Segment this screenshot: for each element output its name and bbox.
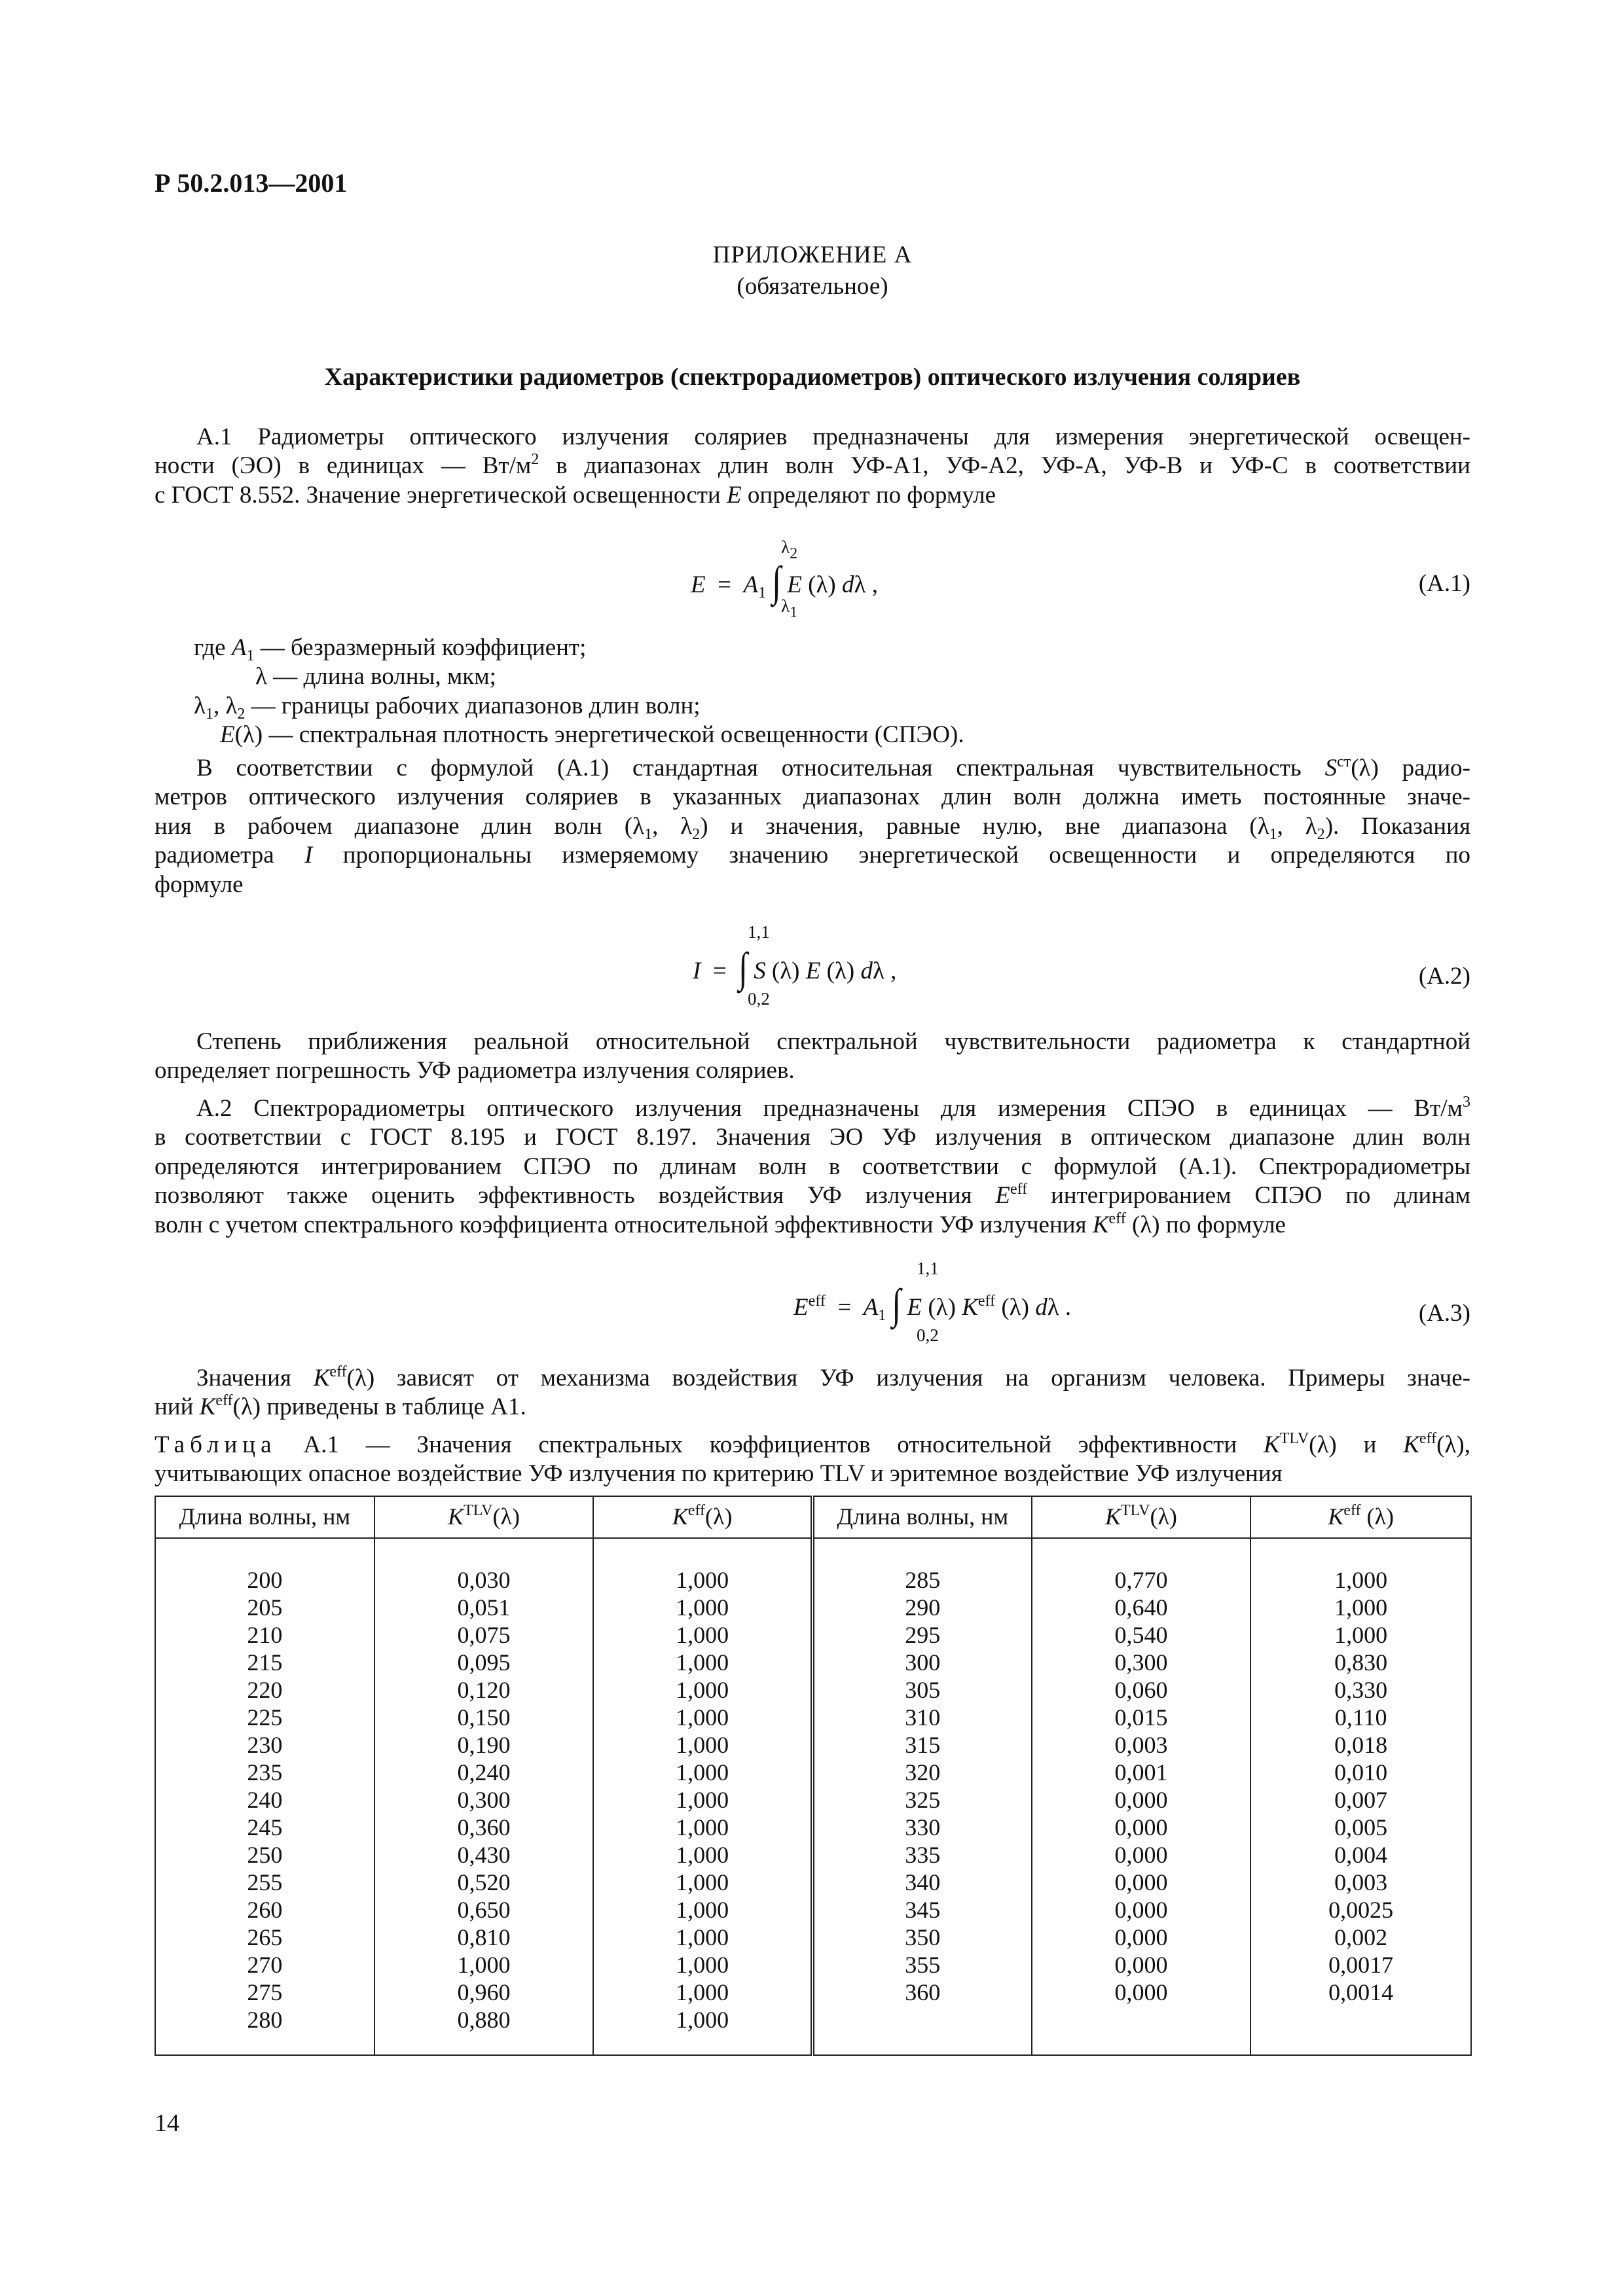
coefficients-table bbox=[155, 1496, 1472, 2056]
table-cell: 0,000 bbox=[1032, 1786, 1251, 1814]
table-row bbox=[155, 1869, 1471, 1896]
text-line: учитывающих опасное воздействие УФ излучения по критерию TLV и эритемное воздействие УФ излучения bbox=[155, 1460, 1283, 1488]
paragraph-error bbox=[155, 1028, 1470, 1086]
table-row bbox=[155, 1621, 1471, 1649]
table-cell: 0,770 bbox=[1032, 1566, 1251, 1594]
table-cell: 220 bbox=[155, 1676, 374, 1704]
table-row bbox=[155, 1814, 1471, 1841]
header-ktlv-2: $K^{TLV}(\lambda)$ bbox=[1032, 1496, 1251, 1538]
table-cell: 0,000 bbox=[1032, 1869, 1251, 1896]
table-row bbox=[155, 1924, 1471, 1951]
table-cell: 330 bbox=[812, 1814, 1032, 1841]
table-cell: 0,540 bbox=[1032, 1621, 1251, 1649]
table-cell: 0,018 bbox=[1250, 1731, 1471, 1759]
paragraph-keff bbox=[155, 1364, 1470, 1422]
table-cell: 0,003 bbox=[1032, 1731, 1251, 1759]
table-cell: 0,0017 bbox=[1250, 1951, 1471, 1979]
table-cell: 0,810 bbox=[374, 1924, 594, 1951]
table-row bbox=[155, 1731, 1471, 1759]
table-cell: 1,000 bbox=[593, 1869, 812, 1896]
table-cell: 0,880 bbox=[374, 2006, 594, 2034]
table-caption bbox=[155, 1431, 1470, 1489]
table-cell: 1,000 bbox=[593, 1594, 812, 1621]
definition: $\lambda_1$, $\lambda_2$ — границы рабочих диапазонов длин волн; bbox=[194, 692, 701, 723]
table-cell: 210 bbox=[155, 1621, 374, 1649]
table-cell: 0,0025 bbox=[1250, 1896, 1471, 1924]
table-cell: 270 bbox=[155, 1951, 374, 1979]
table-cell: 1,000 bbox=[593, 1704, 812, 1731]
table-row bbox=[155, 1594, 1471, 1621]
document-code: Р 50.2.013—2001 bbox=[155, 168, 348, 198]
table-cell: 0,0014 bbox=[1250, 1979, 1471, 2006]
table-cell: 0,001 bbox=[1032, 1759, 1251, 1786]
table-cell: 1,000 bbox=[593, 1814, 812, 1841]
header-ktlv: $K^{TLV}(\lambda)$ bbox=[374, 1496, 594, 1538]
table-cell: 1,000 bbox=[1250, 1566, 1471, 1594]
table-cell: 0,003 bbox=[1250, 1869, 1471, 1896]
table-cell: 0,000 bbox=[1032, 1979, 1251, 2006]
table-cell: 205 bbox=[155, 1594, 374, 1621]
header-wavelength-2: Длина волны, нм bbox=[812, 1496, 1032, 1538]
table-cell bbox=[812, 2006, 1032, 2034]
text-line: формуле bbox=[155, 870, 244, 898]
text-line: Значения $K^{eff}(\lambda)$ зависят от механизма воздействия УФ излучения на организм человека. Примеры значе- bbox=[196, 1363, 1470, 1391]
table-cell: 1,000 bbox=[593, 1786, 812, 1814]
header-keff: $K^{eff}(\lambda)$ bbox=[593, 1496, 812, 1538]
formula-a3-number: (А.3) bbox=[1418, 1300, 1470, 1327]
table-cell: 0,007 bbox=[1250, 1786, 1471, 1814]
table-cell: 1,000 bbox=[593, 1649, 812, 1676]
table-cell: 215 bbox=[155, 1649, 374, 1676]
table-cell: 360 bbox=[812, 1979, 1032, 2006]
table-cell: 0,330 bbox=[1250, 1676, 1471, 1704]
table-cell: 0,300 bbox=[1032, 1649, 1251, 1676]
table-cell: 265 bbox=[155, 1924, 374, 1951]
table-cell bbox=[1250, 2006, 1471, 2034]
table-cell: 1,000 bbox=[593, 1951, 812, 1979]
text-line: Таблица А.1 — Значения спектральных коэффициентов относительной эффективности $K^{TLV}(\lambda)$ и $K^{eff}(\lambda)$, bbox=[155, 1430, 1470, 1458]
table-cell: 1,000 bbox=[593, 1841, 812, 1869]
text-line: радиометра I пропорциональны измеряемому значению энергетической освещенности и определяются по bbox=[155, 842, 1470, 869]
table-cell: 1,000 bbox=[593, 1759, 812, 1786]
paragraph-sensitivity bbox=[155, 754, 1470, 899]
table-cell: 345 bbox=[812, 1896, 1032, 1924]
table-cell: 0,110 bbox=[1250, 1704, 1471, 1731]
table-cell: 350 bbox=[812, 1924, 1032, 1951]
table-cell: 0,650 bbox=[374, 1896, 594, 1924]
table-cell: 0,000 bbox=[1032, 1896, 1251, 1924]
text-line: ний $K^{eff}(\lambda)$ приведены в таблице А1. bbox=[155, 1392, 526, 1421]
table-cell: 0,000 bbox=[1032, 1841, 1251, 1869]
text-line: определяются интегрированием СПЭО по длинам волн в соответствии с формулой (А.1). Спектрорадиометры bbox=[155, 1153, 1470, 1180]
table-header-row bbox=[155, 1496, 1471, 1538]
paragraph-a1 bbox=[155, 423, 1470, 510]
table-cell: 1,000 bbox=[593, 1896, 812, 1924]
text-line: А.1 Радиометры оптического излучения соляриев предназначены для измерения энергетической освещен- bbox=[196, 423, 1470, 450]
table-cell: 320 bbox=[812, 1759, 1032, 1786]
table-cell: 305 bbox=[812, 1676, 1032, 1704]
table-cell: 0,075 bbox=[374, 1621, 594, 1649]
table-cell: 0,830 bbox=[1250, 1649, 1471, 1676]
table-cell: 0,240 bbox=[374, 1759, 594, 1786]
table-cell: 0,000 bbox=[1032, 1814, 1251, 1841]
table-cell: 1,000 bbox=[1250, 1621, 1471, 1649]
table-cell: 290 bbox=[812, 1594, 1032, 1621]
table-cell: 0,430 bbox=[374, 1841, 594, 1869]
table-row bbox=[155, 1566, 1471, 1594]
table-cell: 250 bbox=[155, 1841, 374, 1869]
formula-a2-number: (А.2) bbox=[1418, 963, 1470, 990]
table-cell: 0,060 bbox=[1032, 1676, 1251, 1704]
table-row bbox=[155, 1649, 1471, 1676]
formula-a1-number: (А.1) bbox=[1418, 570, 1470, 597]
table-cell: 1,000 bbox=[1250, 1594, 1471, 1621]
table-cell: 0,000 bbox=[1032, 1924, 1251, 1951]
table-cell: 300 bbox=[812, 1649, 1032, 1676]
table-row bbox=[155, 1841, 1471, 1869]
table-cell: 225 bbox=[155, 1704, 374, 1731]
table-cell: 0,520 bbox=[374, 1869, 594, 1896]
table-cell: 0,010 bbox=[1250, 1759, 1471, 1786]
table-cell: 0,002 bbox=[1250, 1924, 1471, 1951]
table-cell: 0,360 bbox=[374, 1814, 594, 1841]
table-cell: 340 bbox=[812, 1869, 1032, 1896]
table-cell: 1,000 bbox=[374, 1951, 594, 1979]
table-cell: 0,120 bbox=[374, 1676, 594, 1704]
table-row bbox=[155, 1896, 1471, 1924]
text-line: в соответствии с ГОСТ 8.195 и ГОСТ 8.197. Значения ЭО УФ излучения в оптическом диапазоне длин волн bbox=[155, 1124, 1470, 1151]
table-cell: 0,960 bbox=[374, 1979, 594, 2006]
table-cell: 0,051 bbox=[374, 1594, 594, 1621]
formula-a3: 1,1 $E^{eff} = A_1$ ∫ E (λ) $K^{eff}$ (λ) dλ . 0,2 bbox=[793, 1259, 1072, 1345]
definition: E(λ) — спектральная плотность энергетической освещенности (СПЭО). bbox=[220, 721, 964, 749]
table-cell: 315 bbox=[812, 1731, 1032, 1759]
table-cell: 260 bbox=[155, 1896, 374, 1924]
annex-title: ПРИЛОЖЕНИЕ А bbox=[712, 242, 913, 268]
header-keff-2: $K^{eff}$ (λ) bbox=[1250, 1496, 1471, 1538]
text-line: с ГОСТ 8.552. Значение энергетической освещенности E определяют по формуле bbox=[155, 481, 996, 509]
table-row bbox=[155, 1704, 1471, 1731]
text-line: метров оптического излучения соляриев в указанных диапазонах длин волн должна иметь постоянные значе- bbox=[155, 783, 1470, 811]
table-cell: 0,190 bbox=[374, 1731, 594, 1759]
table-cell: 200 bbox=[155, 1566, 374, 1594]
annex-subtitle: (обязательное) bbox=[737, 273, 888, 300]
section-heading: Характеристики радиометров (спектрорадиометров) оптического излучения соляриев bbox=[324, 363, 1301, 391]
table-cell bbox=[1032, 2006, 1251, 2034]
table-cell: 0,640 bbox=[1032, 1594, 1251, 1621]
table-row bbox=[155, 2006, 1471, 2034]
header-wavelength: Длина волны, нм bbox=[155, 1496, 374, 1538]
text-line: А.2 Спектрорадиометры оптического излучения предназначены для измерения СПЭО в единицах — $Вт/м^3$ bbox=[196, 1094, 1470, 1122]
table-cell: 230 bbox=[155, 1731, 374, 1759]
table-cell: 310 bbox=[812, 1704, 1032, 1731]
table-cell: 295 bbox=[812, 1621, 1032, 1649]
table-cell: 0,150 bbox=[374, 1704, 594, 1731]
text-line: В соответствии с формулой (А.1) стандартная относительная спектральная чувствительность $S^{ст}(\lambda)$ радио- bbox=[196, 753, 1471, 781]
table-cell: 1,000 bbox=[593, 1924, 812, 1951]
table-row bbox=[155, 1786, 1471, 1814]
table-row bbox=[155, 1951, 1471, 1979]
table-row bbox=[155, 1676, 1471, 1704]
definition: где $A_1$ — безразмерный коэффициент; bbox=[194, 634, 587, 664]
table-cell: 1,000 bbox=[593, 1566, 812, 1594]
table-cell: 0,030 bbox=[374, 1566, 594, 1594]
text-line: Степень приближения реальной относительной спектральной чувствительности радиометра к стандартной bbox=[196, 1028, 1470, 1055]
definition: λ — длина волны, мкм; bbox=[255, 663, 496, 691]
table-cell: 0,300 bbox=[374, 1786, 594, 1814]
page-number: 14 bbox=[155, 2109, 179, 2137]
table-cell: 0,095 bbox=[374, 1649, 594, 1676]
definitions bbox=[194, 634, 1438, 750]
text-line: позволяют также оценить эффективность воздействия УФ излучения $E^{eff}$ интегрированием СПЭО по длинам bbox=[155, 1181, 1470, 1210]
formula-a1: $\lambda_2$ $E = A_1$ ∫ E (λ) dλ , $\lambda_1$ bbox=[691, 537, 878, 621]
table-cell: 0,005 bbox=[1250, 1814, 1471, 1841]
table-cell: 1,000 bbox=[593, 1676, 812, 1704]
text-line: ния в рабочем диапазоне длин волн ($\lambda_1$, $\lambda_2$) и значения, равные нулю, вне диапазона ($\lambda_1$, $\lambda_2$). Показания bbox=[155, 812, 1470, 843]
table-cell: 0,015 bbox=[1032, 1704, 1251, 1731]
table-cell: 235 bbox=[155, 1759, 374, 1786]
table-row bbox=[155, 1759, 1471, 1786]
formula-a2: 1,1 I = ∫ S (λ) E (λ) dλ , 0,2 bbox=[693, 922, 897, 1009]
text-line: волн с учетом спектрального коэффициента относительной эффективности УФ излучения $K^{eff}$ (λ) по формуле bbox=[155, 1210, 1286, 1238]
table-cell: 1,000 bbox=[593, 2006, 812, 2034]
table-bottom-row bbox=[155, 2034, 1471, 2055]
paragraph-a2 bbox=[155, 1094, 1470, 1240]
table-cell: 1,000 bbox=[593, 1731, 812, 1759]
table-cell: 1,000 bbox=[593, 1979, 812, 2006]
table-cell: 285 bbox=[812, 1566, 1032, 1594]
table-cell: 325 bbox=[812, 1786, 1032, 1814]
text-line: ности (ЭО) в единицах — $Вт/м^2$ в диапазонах длин волн УФ-А1, УФ-А2, УФ-А, УФ-В и УФ-С в соответствии bbox=[155, 451, 1470, 480]
table-cell: 335 bbox=[812, 1841, 1032, 1869]
table-cell: 0,000 bbox=[1032, 1951, 1251, 1979]
table-row bbox=[155, 1979, 1471, 2006]
table-cell: 355 bbox=[812, 1951, 1032, 1979]
table-cell: 275 bbox=[155, 1979, 374, 2006]
table-cell: 240 bbox=[155, 1786, 374, 1814]
table-cell: 255 bbox=[155, 1869, 374, 1896]
table-cell: 280 bbox=[155, 2006, 374, 2034]
table-cell: 245 bbox=[155, 1814, 374, 1841]
table-cell: 1,000 bbox=[593, 1621, 812, 1649]
table-cell: 0,004 bbox=[1250, 1841, 1471, 1869]
text-line: определяет погрешность УФ радиометра излучения соляриев. bbox=[155, 1057, 795, 1085]
table-spacer-row bbox=[155, 1538, 1471, 1566]
